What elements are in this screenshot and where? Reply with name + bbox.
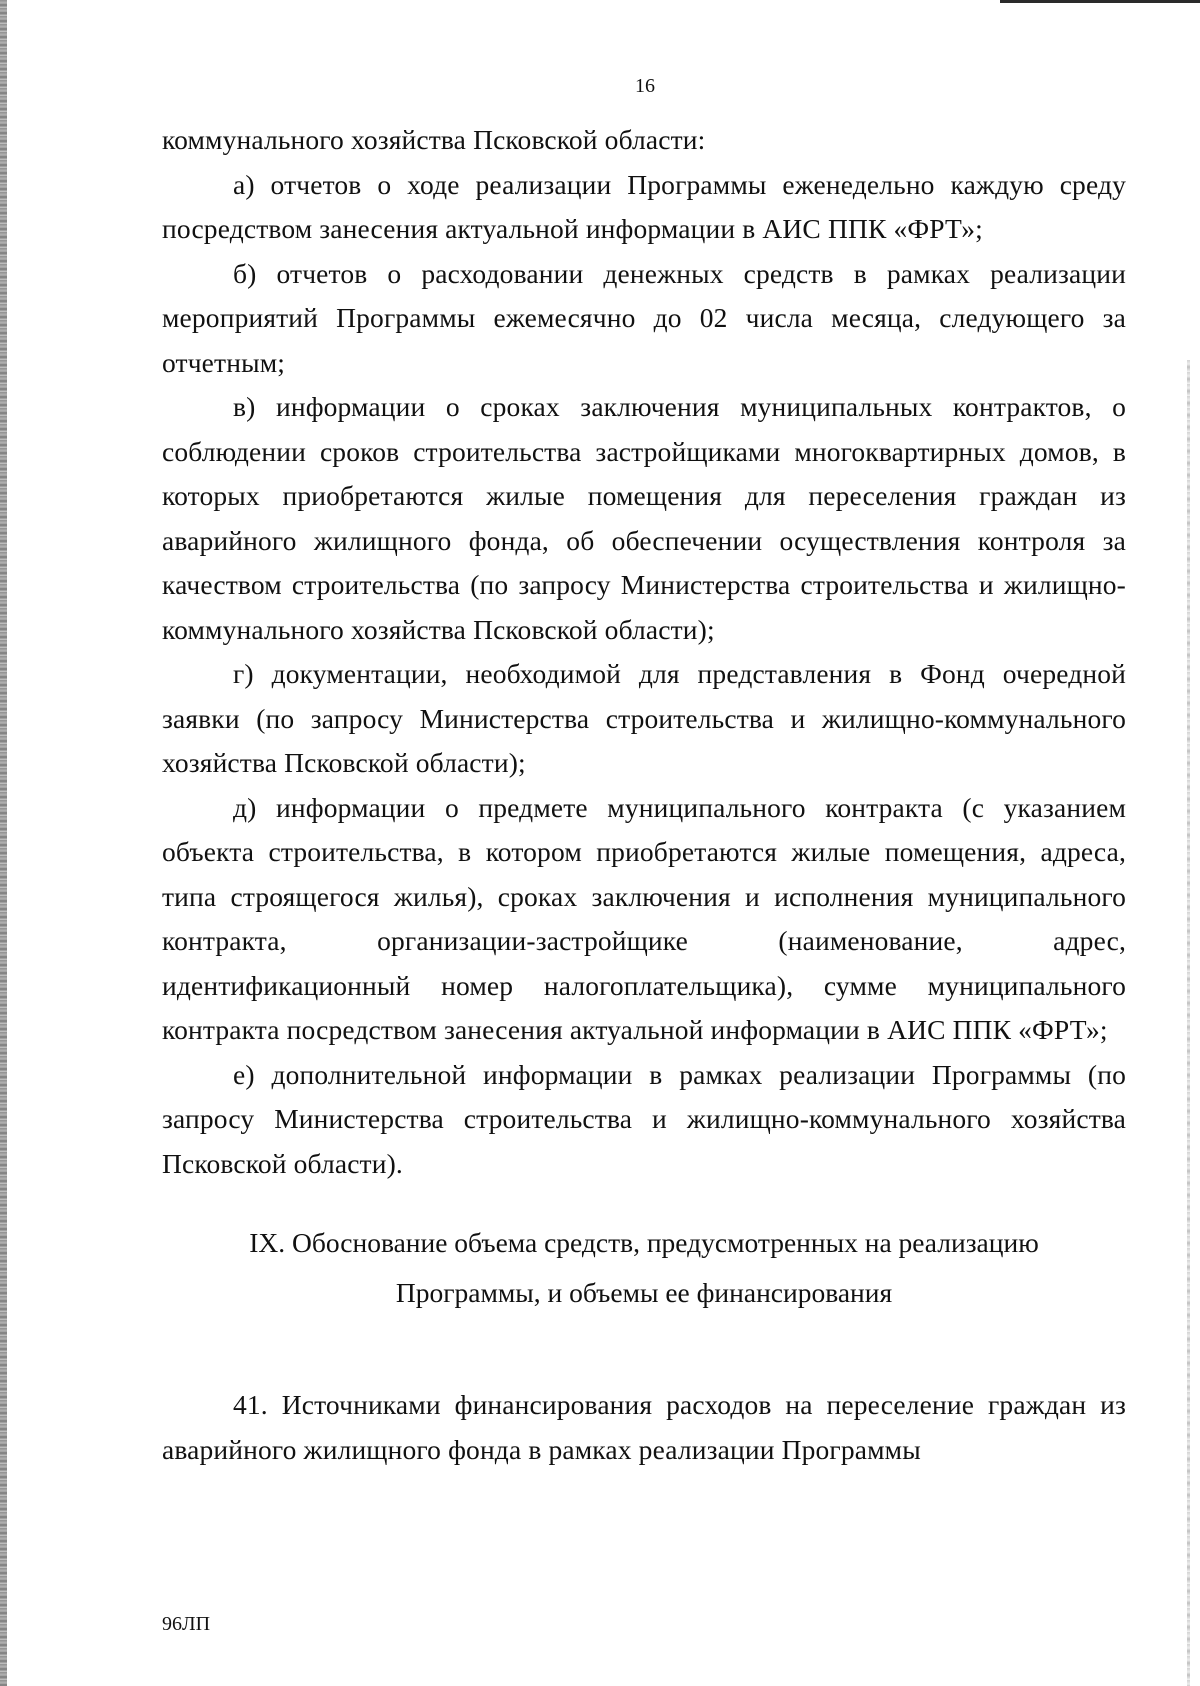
body-text-upper bbox=[162, 118, 1126, 1186]
paragraph-item-e: е) дополнительной информации в рамках реализации Программы (по запросу Министерства строительства и жилищно-коммунального хозяйства Псковской области). bbox=[162, 1058, 1126, 1179]
paragraph-continuation: коммунального хозяйства Псковской области: bbox=[162, 124, 706, 155]
section-heading bbox=[162, 1218, 1126, 1318]
paragraph-item-d: д) информации о предмете муниципального контракта (с указанием объекта строительства, в котором приобретаются жилые помещения, адреса, типа строящегося жилья), сроках заключения и исполнения муниципального контракта, организации-застройщике (наименование, адрес, идентификационный номер налогоплательщика), сумме муниципального контракта посредством занесения актуальной информации в АИС ППК «ФРТ»; bbox=[162, 791, 1126, 1045]
scan-edge-left bbox=[0, 0, 7, 1686]
paragraph-item-a: а) отчетов о ходе реализации Программы еженедельно каждую среду посредством занесения актуальной информации в АИС ППК «ФРТ»; bbox=[162, 168, 1126, 244]
top-rule bbox=[1000, 0, 1200, 3]
paragraph-item-g: г) документации, необходимой для представления в Фонд очередной заявки (по запросу Министерства строительства и жилищно-коммунального хозяйства Псковской области); bbox=[162, 658, 1126, 778]
paragraph-item-b: б) отчетов о расходовании денежных средств в рамках реализации мероприятий Программы ежемесячно до 02 числа месяца, следующего за отчетным; bbox=[162, 257, 1126, 378]
page-number: 16 bbox=[635, 75, 655, 97]
scan-edge-right bbox=[1187, 360, 1190, 1686]
paragraph-item-v: в) информации о сроках заключения муниципальных контрактов, о соблюдении сроков строительства застройщиками многоквартирных домов, в которых приобретаются жилые помещения для переселения граждан из аварийного жилищного фонда, об обеспечении осуществления контроля за качеством строительства (по запросу Министерства строительства и жилищно-коммунального хозяйства Псковской области); bbox=[162, 391, 1126, 645]
footer-code: 96ЛП bbox=[162, 1613, 211, 1635]
paragraph-41: 41. Источниками финансирования расходов на переселение граждан из аварийного жилищного фонда в рамках реализации Программы bbox=[162, 1389, 1126, 1465]
section-heading-line-2: Программы, и объемы ее финансирования bbox=[395, 1277, 893, 1308]
body-text-lower bbox=[162, 1383, 1126, 1472]
section-heading-line-1: IX. Обоснование объема средств, предусмотренных на реализацию bbox=[249, 1227, 1039, 1258]
